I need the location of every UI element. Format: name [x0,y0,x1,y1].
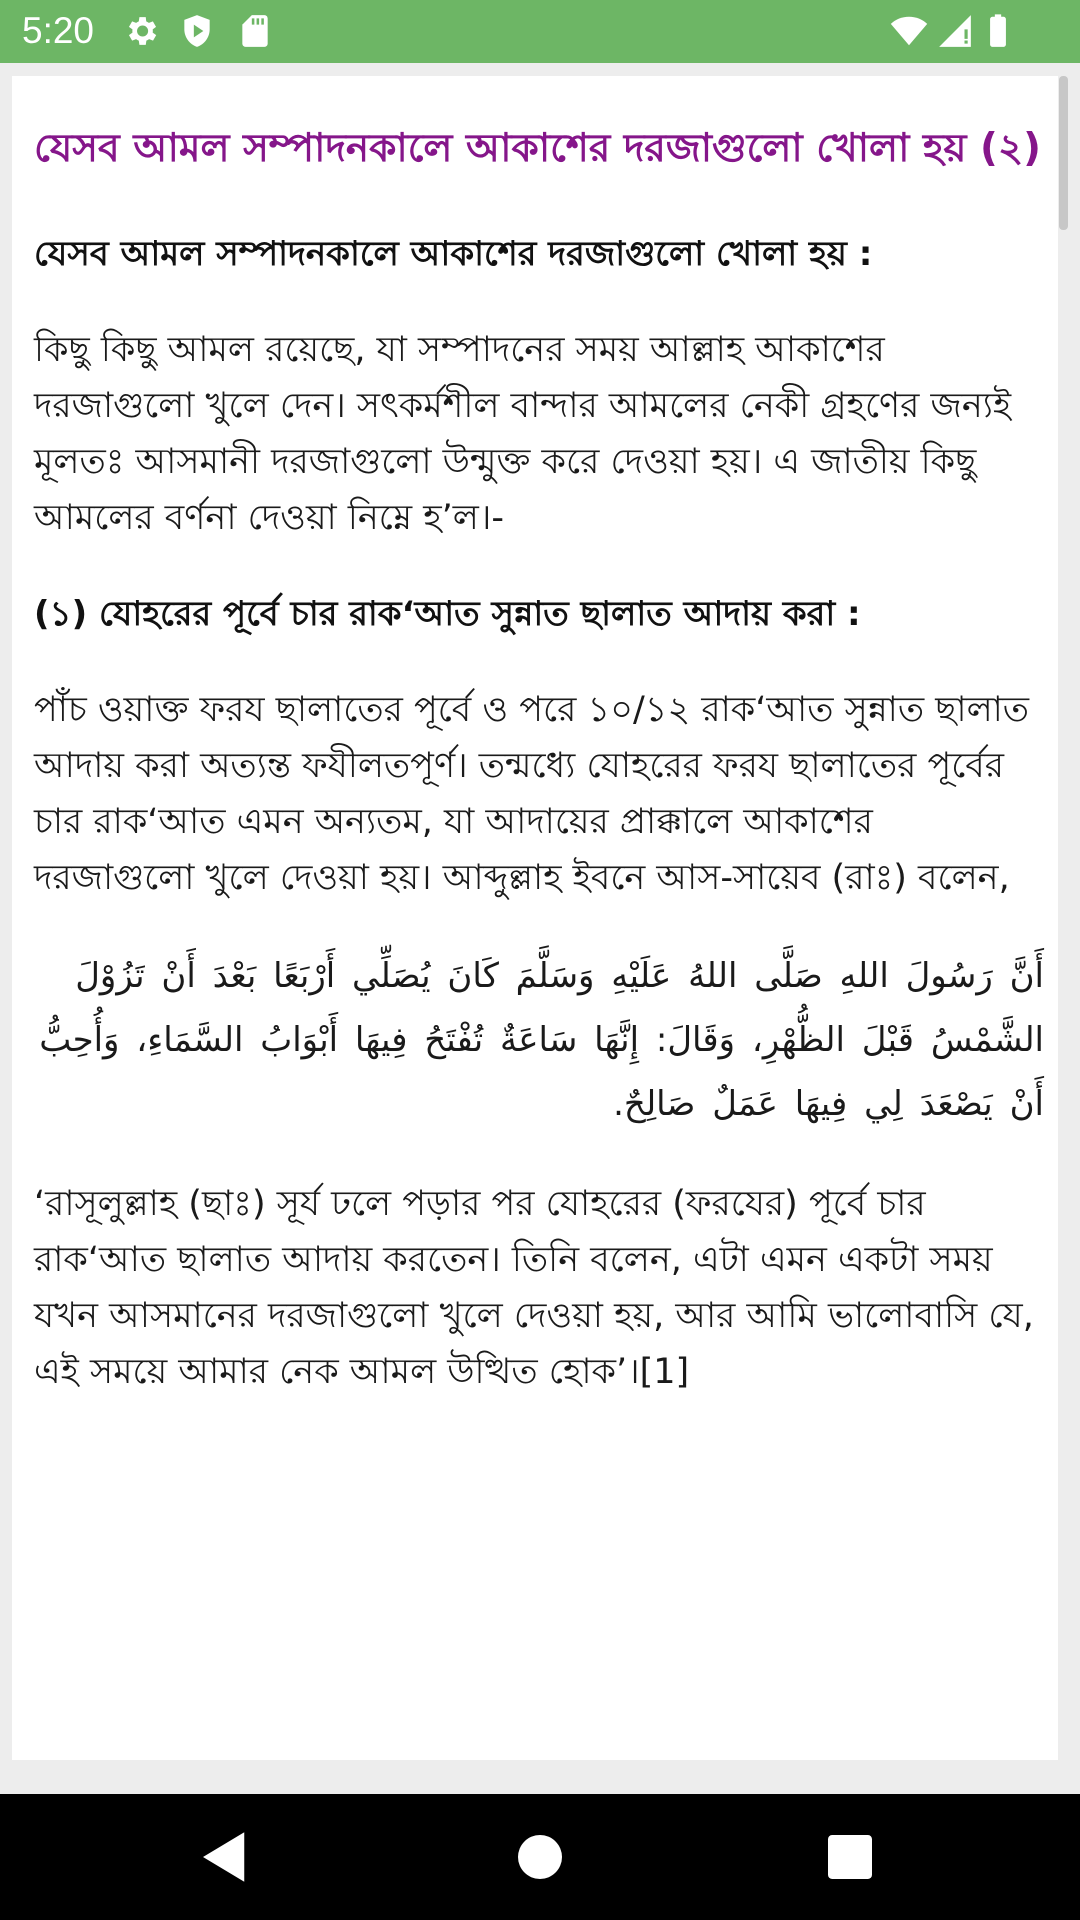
page-title: যেসব আমল সম্পাদনকালে আকাশের দরজাগুলো খোলা হয় (২) [34,126,1041,171]
battery-icon [978,12,1018,50]
scrollbar[interactable] [1059,76,1068,230]
paragraph-intro: কিছু কিছু আমল রয়েছে, যা সম্পাদনের সময় আল্লাহ আকাশের দরজাগুলো খুলে দেন। সৎকর্মশীল বান্দার আমলের নেকী গ্রহণের জন্যই মূলতঃ আসমানী দরজাগুলো উন্মুক্ত করে দেওয়া হয়। এ জাতীয় কিছু আমলের বর্ণনা দেওয়া নিম্নে হ’ল।- [34,330,1012,538]
paragraph-translation: ‘রাসূলুল্লাহ (ছাঃ) সূর্য ঢলে পড়ার পর যোহরের (ফরযের) পূর্বে চার রাক‘আত ছালাত আদায় করতেন। তিনি বলেন, এটা এমন একটা সময় যখন আসমানের দরজাগুলো খুলে দেওয়া হয়, আর আমি ভালোবাসি যে, এই সময়ে আমার নেক আমল উত্থিত হোক’।[1] [34,1184,1034,1392]
status-bar [0,0,1080,63]
section-heading-intro: যেসব আমল সম্পাদনকালে আকাশের দরজাগুলো খোলা হয় : [34,234,873,274]
navigation-bar [0,1794,1080,1920]
wifi-icon [888,12,930,50]
recents-icon[interactable] [817,1824,883,1890]
shield-play-icon [178,12,216,50]
arabic-hadith: أَنَّ رَسُولَ اللهِ صَلَّى اللهُ عَلَيْهِ وَسَلَّمَ كَانَ يُصَلِّي أَرْبَعًا بَعْدَ أَنْ تَزُوْلَ الشَّمْسُ قَبْلَ الظُّهْرِ، وَقَالَ: إِنَّهَا سَاعَةٌ تُفْتَحُ فِيهَا أَبْوَابُ السَّمَاءِ، وَأُحِبُّ أَنْ يَصْعَدَ لِي فِيهَا عَمَلٌ صَالِحٌ. [39,956,1044,1124]
article-card[interactable] [12,76,1058,1760]
sd-card-icon [236,12,274,50]
home-icon[interactable] [507,1824,573,1890]
gear-icon [122,12,160,50]
signal-icon [936,12,974,50]
back-icon[interactable] [192,1824,258,1890]
article-body [34,120,1044,1400]
section-heading-point-1: (১) যোহরের পূর্বে চার রাক‘আত সুন্নাত ছালাত আদায় করা : [34,594,861,634]
status-time: 5:20 [22,10,95,51]
paragraph-point-1: পাঁচ ওয়াক্ত ফরয ছালাতের পূর্বে ও পরে ১০/১২ রাক‘আত সুন্নাত ছালাত আদায় করা অত্যন্ত ফযীলতপূর্ণ। তন্মধ্যে যোহরের ফরয ছালাতের পূর্বের চার রাক‘আত এমন অন্যতম, যা আদায়ের প্রাক্কালে আকাশের দরজাগুলো খুলে দেওয়া হয়। আব্দুল্লাহ ইবনে আস-সায়েব (রাঃ) বলেন, [34,690,1030,898]
